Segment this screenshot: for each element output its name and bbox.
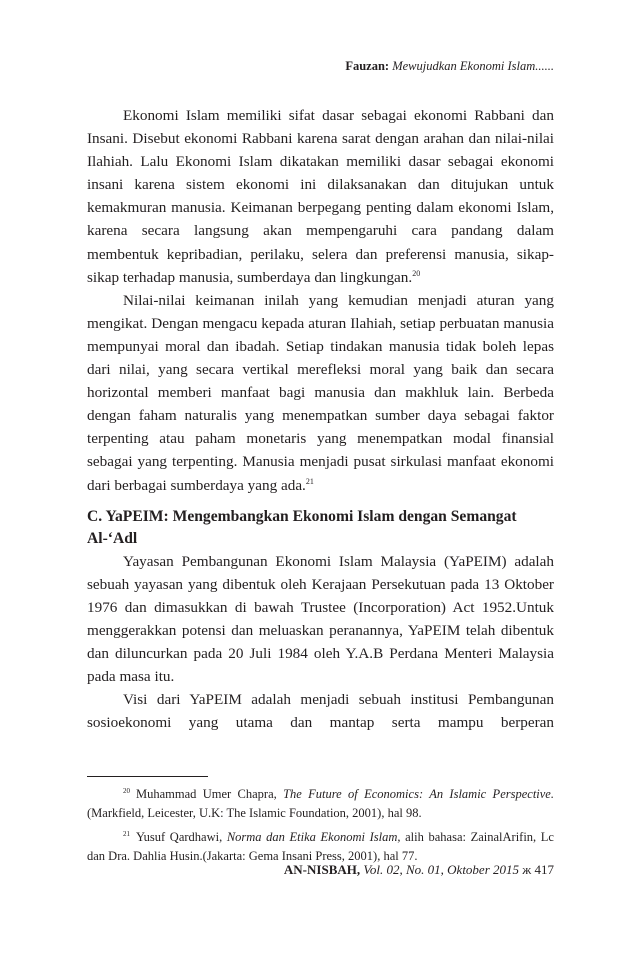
footnote-text: Yusuf Qardhawi, (136, 830, 227, 844)
paragraph: Visi dari YaPEIM adalah menjadi sebuah institusi Pembangunan sosioekonomi yang utama dan mantap serta mampu berperan (87, 691, 554, 732)
paragraph (87, 104, 554, 289)
footnote (87, 785, 554, 822)
footnote-ref: 21 (305, 476, 314, 486)
footnote-work-title: The Future of Economics: An Islamic Perspective. (283, 787, 554, 801)
footnote-text: alih bahasa: ZainalArifin, Lc dan Dra. Dahlia Husin.(Jakarta: Gema Insani Press, 2001), hal 77. (87, 830, 554, 863)
running-foot (284, 862, 554, 878)
paragraph-text: Ekonomi Islam memiliki sifat dasar sebagai ekonomi Rabbani dan Insani. Disebut ekonomi Rabbani karena sarat dengan arahan dan nilai-nilai Ilahiah. Lalu Ekonomi Islam dikatakan memiliki dasar sebagai ekonomi insani karena sistem ekonomi ini dilaksanakan dan ditujukan untuk kemakmuran manusia. Keimanan berpegang penting dalam ekonomi Islam, karena secara langsung akan mempengaruhi cara pandang dalam membentuk kepribadian, perilaku, selera dan preferensi manusia, sikap-sikap terhadap manusia, sumberdaya dan lingkungan. (87, 107, 554, 286)
body-text (87, 104, 554, 734)
footnote-divider (87, 776, 208, 777)
running-head-title: Mewujudkan Ekonomi Islam...... (392, 59, 554, 73)
paragraph: Yayasan Pembangunan Ekonomi Islam Malaysia (YaPEIM) adalah sebuah yayasan yang dibentuk oleh Kerajaan Persekutuan pada 13 Oktober 1976 dan dimasukkan di bawah Trustee (Incorporation) Act 1952.Untuk menggerakkan potensi dan meluaskan peranannya, YaPEIM telah dibentuk dan diluncurkan pada 20 Juli 1984 oleh Y.A.B Perdana Menteri Malaysia pada masa itu. (87, 552, 554, 686)
footnotes (87, 785, 554, 871)
journal-issue: Vol. 02, No. 01, Oktober 2015 (363, 862, 520, 877)
footnote-number: 20 (123, 787, 130, 795)
footnote-ref: 20 (412, 268, 421, 278)
footnote-number: 21 (123, 830, 130, 838)
running-head (345, 58, 554, 74)
footnote-work-title: Norma dan Etika Ekonomi Islam, (226, 830, 401, 844)
journal-name: AN-NISBAH, (283, 862, 361, 877)
separator-glyph: ж (522, 862, 532, 877)
page-number: 417 (534, 862, 554, 877)
paragraph (87, 289, 554, 497)
footnote-text: Muhammad Umer Chapra, (136, 787, 284, 801)
running-head-author: Fauzan: (345, 59, 390, 73)
section-heading: C. YaPEIM: Mengembangkan Ekonomi Islam dengan Semangat Al-‘Adl (87, 507, 517, 547)
footnote-text: (Markfield, Leicester, U.K: The Islamic Foundation, 2001), hal 98. (87, 805, 422, 820)
paragraph-text: Nilai-nilai keimanan inilah yang kemudian menjadi aturan yang mengikat. Dengan mengacu kepada aturan Ilahiah, setiap perbuatan manusia mempunyai moral dan ibadah. Setiap tindakan manusia tidak boleh lepas dari nilai, yang secara vertikal merefleksi moral yang baik dan secara horizontal memberi manfaat bagi manusia dan makhluk lain. Berbeda dengan faham naturalis yang menempatkan sumber daya sebagai faktor terpenting atau paham monetaris yang menempatkan modal finansial sebagai yang terpenting. Manusia menjadi pusat sirkulasi manfaat ekonomi dari berbagai sumberdaya yang ada. (87, 291, 554, 494)
footnote (87, 828, 554, 865)
